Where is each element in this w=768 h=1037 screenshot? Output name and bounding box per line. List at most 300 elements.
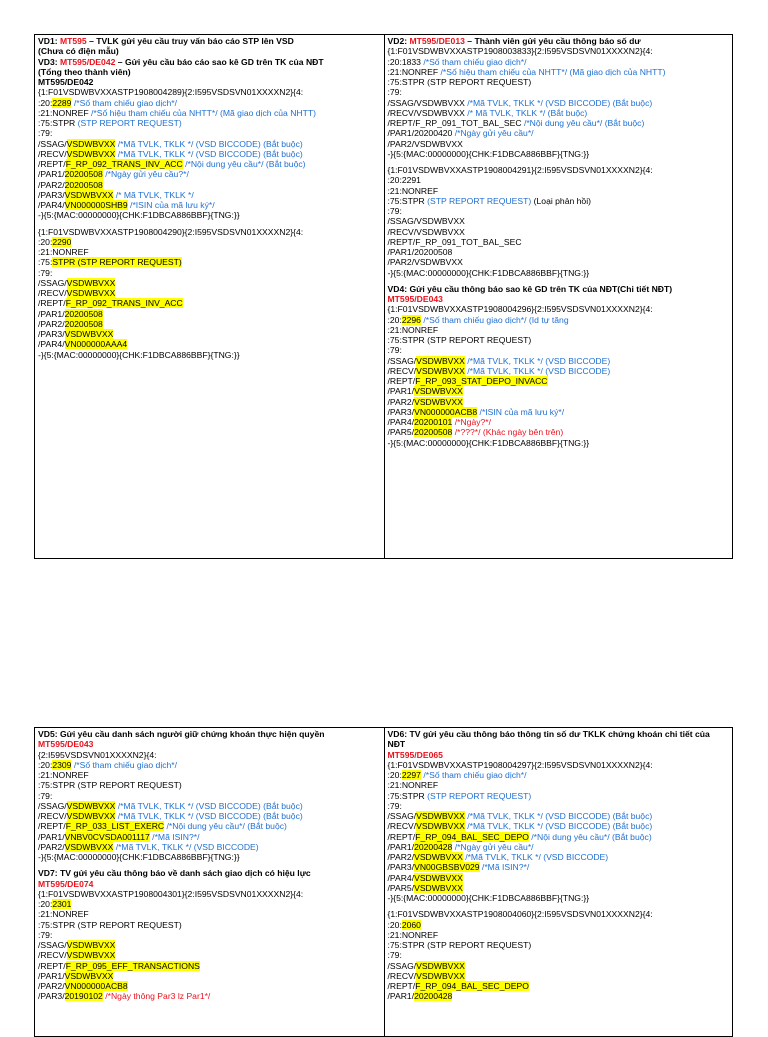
message-line xyxy=(38,940,381,950)
text-segment: VD3: xyxy=(38,56,60,67)
comment-text: /*Số tham chiếu giao dịch*/ xyxy=(420,770,527,780)
highlighted-value: VN00GBSBV029 xyxy=(414,862,480,873)
message-line xyxy=(38,991,381,1001)
text-segment: /PAR2/ xyxy=(387,396,415,407)
message-line xyxy=(388,108,730,118)
message-line xyxy=(388,165,730,175)
text-segment: :75:STPR (STP REPORT REQUEST) xyxy=(387,335,532,345)
highlighted-value: 2060 xyxy=(401,919,421,930)
text-segment: {1:F01VSDWBVXXASTP1908004297}{2:I595VSDSVN01XXXXN2}{4: xyxy=(387,759,653,770)
text-segment: /SSAG/VSDWBVXX xyxy=(387,216,465,227)
text-segment: /PAR5/ xyxy=(387,882,415,893)
text-segment: /REPT/ xyxy=(38,960,66,971)
comment-text: /*Mã TVLK, TKLK */ (VSD BICCODE) (Bắt buộc) xyxy=(467,97,653,108)
message-line xyxy=(38,288,381,298)
message-line xyxy=(388,366,730,376)
highlighted-value: 2289 xyxy=(52,97,72,108)
message-type-code: MT595 xyxy=(59,36,87,46)
highlighted-value: VN000000SHB9 xyxy=(64,200,128,210)
example-heading xyxy=(388,729,730,750)
message-line xyxy=(388,981,730,991)
highlighted-value: VSDWBVXX xyxy=(414,882,463,893)
comment-text: /*Số hiệu tham chiếu của NHTT*/ (Mã giao dịch của NHTT) xyxy=(91,107,316,118)
comment-text: /*Mã TVLK, TKLK */ (VSD BICCODE) (Bắt buộc) xyxy=(115,800,303,811)
text-segment: (Tổng theo thành viên) xyxy=(38,66,131,77)
text-segment: /PAR1/ xyxy=(387,841,415,852)
message-line xyxy=(388,227,730,237)
highlighted-value: 20200508 xyxy=(64,308,103,319)
highlighted-value: VSDWBVXX xyxy=(66,277,116,288)
message-line xyxy=(388,971,730,981)
message-line xyxy=(388,862,730,872)
comment-text: /*Mã ISIN?*/ xyxy=(149,831,200,842)
highlighted-value: F_RP_033_LIST_EXERC xyxy=(65,821,165,832)
text-segment: /RECV/ xyxy=(38,811,67,821)
comment-text: /*ISIN của mã lưu ký*/ xyxy=(477,406,565,417)
message-line xyxy=(38,108,381,118)
text-segment: -}{5:{MAC:00000000}{CHK:F1DBCA886BBF}{TNG:}} xyxy=(387,148,590,159)
text-segment: /SSAG/ xyxy=(38,800,67,811)
comment-text: /*Nội dung yêu cầu*/ (Bắt buộc) xyxy=(182,159,306,169)
text-segment: /REPT/F_RP_091_TOT_BAL_SEC xyxy=(387,118,524,128)
message-line xyxy=(388,770,730,780)
text-segment: /REPT/F_RP_091_TOT_BAL_SEC xyxy=(387,236,522,247)
highlighted-value: VSDWBVXX xyxy=(414,852,463,862)
highlighted-value: VSDWBVXX xyxy=(64,970,114,981)
text-segment: :75:STPR xyxy=(387,195,428,206)
example-heading xyxy=(38,868,381,878)
message-line xyxy=(38,118,381,128)
text-segment: – Thành viên gửi yêu cầu thông báo số dư xyxy=(464,36,641,46)
message-line xyxy=(388,46,730,56)
message-line xyxy=(388,438,730,448)
highlighted-value: VSDWBVXX xyxy=(64,189,114,200)
message-line xyxy=(388,175,730,185)
highlighted-value: F_RP_093_STAT_DEPO_INVACC xyxy=(415,376,548,386)
message-line xyxy=(388,325,730,335)
text-segment: VD5: Gửi yêu cầu danh sách người giữ chứng khoán thực hiện quyền xyxy=(38,729,325,739)
text-segment: /PAR2/ xyxy=(38,179,65,190)
comment-text: /*Nội dung yêu cầu*/ (Bắt buộc) xyxy=(528,831,652,842)
highlighted-value: VN000000AAA4 xyxy=(64,339,128,350)
message-line xyxy=(38,760,381,770)
text-segment: VD1: xyxy=(38,36,60,46)
message-line xyxy=(388,991,730,1001)
comment-text: /*Số tham chiếu giao dịch*/ xyxy=(423,56,527,67)
comment-text: /* Mã TVLK, TKLK */ (Bắt buộc) xyxy=(467,107,588,118)
text-segment: -}{5:{MAC:00000000}{CHK:F1DBCA886BBF}{TNG:}} xyxy=(38,349,240,360)
message-type-code: /*???*/ (Khác ngày bên trên) xyxy=(452,427,564,438)
text-segment: -}{5:{MAC:00000000}{CHK:F1DBCA886BBF}{TNG:}} xyxy=(387,267,590,278)
message-line xyxy=(38,889,381,899)
highlighted-value: VSDWBVXX xyxy=(66,811,116,821)
highlighted-value: VSDWBVXX xyxy=(414,872,463,883)
message-line xyxy=(38,950,381,960)
text-segment: :21:NONREF xyxy=(38,107,92,118)
highlighted-value: F_RP_094_BAL_SEC_DEPO xyxy=(415,981,529,991)
text-segment: /PAR1/ xyxy=(38,831,65,842)
comment-text: /*Mã TVLK, TKLK */ (VSD BICCODE) (Bắt buộc) xyxy=(464,811,653,821)
highlighted-value: VSDWBVXX xyxy=(66,288,116,298)
message-line xyxy=(388,67,730,77)
message-line xyxy=(388,791,730,801)
message-line xyxy=(388,139,730,149)
message-line xyxy=(388,397,730,407)
text-segment: {1:F01VSDWBVXXASTP1908004060}{2:I595VSDSVN01XXXXN2}{4: xyxy=(387,909,653,920)
message-type-code: MT595/DE065 xyxy=(387,749,443,760)
message-line xyxy=(38,801,381,811)
text-segment: :79: xyxy=(387,345,402,356)
message-line xyxy=(388,873,730,883)
message-line xyxy=(38,811,381,821)
message-line xyxy=(38,971,381,981)
message-line xyxy=(38,899,381,909)
example-heading xyxy=(38,879,381,889)
text-segment: :75:STPR xyxy=(38,118,78,128)
highlighted-value: VSDWBVXX xyxy=(416,821,465,832)
message-type-code: MT595/DE042 xyxy=(59,56,116,67)
text-segment: :79: xyxy=(387,950,402,961)
text-segment: {1:F01VSDWBVXXASTP1908003833}{2:I595VSDSVN01XXXXN2}{4: xyxy=(387,46,653,57)
message-line xyxy=(388,237,730,247)
comment-text: /*Nội dung yêu cầu*/ (Bắt buộc) xyxy=(523,118,645,128)
message-type-code: MT595/DE074 xyxy=(38,878,94,889)
comment-text: /*Mã TVLK, TKLK */ (VSD BICCODE) (Bắt buộc) xyxy=(464,821,653,832)
text-segment: :79: xyxy=(387,800,402,811)
example-heading xyxy=(388,750,730,760)
message-type-code: /*Ngày?*/ xyxy=(452,417,492,427)
text-segment: -}{5:{MAC:00000000}{CHK:F1DBCA886BBF}{TNG:}} xyxy=(38,852,240,862)
text-segment: /PAR1/20200420 xyxy=(387,128,455,139)
message-type-code: /*Ngày thông Par3 lz Par1*/ xyxy=(102,991,211,1002)
highlighted-value: F_RP_092_TRANS_INV_ACC xyxy=(65,159,183,169)
highlighted-value: VSDWBVXX xyxy=(66,940,116,950)
text-segment: {1:F01VSDWBVXXASTP1908004291}{2:I595VSDSVN01XXXXN2}{4: xyxy=(387,165,653,175)
text-segment: /PAR1/ xyxy=(38,169,65,180)
text-segment: :79: xyxy=(387,87,402,98)
table-cell-vd5-vd7 xyxy=(35,728,384,1036)
comment-text: (STP REPORT REQUEST) xyxy=(77,118,182,128)
example-heading xyxy=(38,46,381,56)
message-line xyxy=(38,227,381,237)
message-type-code: MT595/DE043 xyxy=(38,739,94,750)
text-segment: :79: xyxy=(38,929,53,940)
comment-text: /*Mã TVLK, TKLK */ (VSD BICCODE) xyxy=(464,355,611,366)
highlighted-value: F_RP_095_EFF_TRANSACTIONS xyxy=(65,960,200,971)
message-type-code: MT595/DE013 xyxy=(409,36,465,46)
text-segment: /PAR5/ xyxy=(387,427,415,438)
highlighted-value: 20200508 xyxy=(64,318,103,329)
message-line xyxy=(38,98,381,108)
text-segment: :20:2291 xyxy=(387,175,421,186)
message-line xyxy=(388,257,730,267)
text-segment: /PAR1/ xyxy=(38,308,65,319)
highlighted-value: VSDWBVXX xyxy=(416,811,465,821)
text-segment: /SSAG/ xyxy=(38,940,67,950)
message-line xyxy=(388,206,730,216)
text-segment: {1:F01VSDWBVXXASTP1908004290}{2:I595VSDSVN01XXXXN2}{4: xyxy=(38,226,304,237)
text-segment: /PAR4/ xyxy=(387,417,415,427)
text-segment: (Loại phản hồi) xyxy=(531,195,591,206)
text-segment: /PAR4/ xyxy=(38,200,65,210)
highlighted-value: VN000000ACB8 xyxy=(64,981,128,991)
highlighted-value: VSDWBVXX xyxy=(64,329,114,339)
text-segment: -}{5:{MAC:00000000}{CHK:F1DBCA886BBF}{TNG:}} xyxy=(387,893,590,903)
example-heading xyxy=(38,67,381,77)
text-segment: :75:STPR (STP REPORT REQUEST) xyxy=(38,919,182,930)
comment-text: /*Số tham chiếu giao dịch*/ xyxy=(71,97,178,108)
message-line xyxy=(38,247,381,257)
text-segment: {1:F01VSDWBVXXASTP1908004296}{2:I595VSDSVN01XXXXN2}{4: xyxy=(387,304,653,315)
message-line xyxy=(38,210,381,220)
examples-table-2 xyxy=(34,727,733,1037)
text-segment: /PAR2/ xyxy=(38,841,65,852)
comment-text: /* Mã TVLK, TKLK */ xyxy=(113,189,194,200)
highlighted-value: 20200428 xyxy=(414,841,453,852)
comment-text: /*Ngày gửi yêu cầu?*/ xyxy=(102,169,189,180)
message-line xyxy=(388,883,730,893)
text-segment: :21:NONREF xyxy=(387,780,439,791)
text-segment: /SSAG/ xyxy=(387,960,417,971)
text-segment: -}{5:{MAC:00000000}{CHK:F1DBCA886BBF}{TNG:}} xyxy=(387,437,590,448)
text-segment: /RECV/ xyxy=(387,970,417,981)
text-segment: :75:STPR xyxy=(387,790,428,801)
message-line xyxy=(38,268,381,278)
message-line xyxy=(38,750,381,760)
highlighted-value: STPR (STP REPORT REQUEST) xyxy=(52,257,182,268)
text-segment: :21:NONREF xyxy=(38,770,89,780)
message-line xyxy=(388,149,730,159)
text-segment: /RECV/VSDWBVXX xyxy=(387,226,465,237)
highlighted-value: VSDWBVXX xyxy=(64,841,114,852)
message-line xyxy=(388,427,730,437)
message-line xyxy=(38,350,381,360)
comment-text: (STP REPORT REQUEST) xyxy=(427,790,532,801)
message-line xyxy=(388,216,730,226)
text-segment: :21:NONREF xyxy=(387,66,441,77)
message-line xyxy=(388,407,730,417)
highlighted-value: VSDWBVXX xyxy=(66,138,116,149)
text-segment: /PAR1/ xyxy=(387,991,415,1002)
message-line xyxy=(388,961,730,971)
message-line xyxy=(388,852,730,862)
text-segment: /PAR4/ xyxy=(387,872,415,883)
highlighted-value: VSDWBVXX xyxy=(66,950,116,961)
text-segment: /PAR4/ xyxy=(38,339,65,350)
comment-text: /*Số tham chiếu giao dịch*/ xyxy=(71,759,178,770)
highlighted-value: VSDWBVXX xyxy=(416,355,465,366)
comment-text: /*Số hiệu tham chiếu của NHTT*/ (Mã giao dịch của NHTT) xyxy=(440,66,666,77)
comment-text: /*Nội dung yêu cầu*/ (Bắt buộc) xyxy=(164,821,287,832)
highlighted-value: VN000000ACB8 xyxy=(414,406,478,417)
text-segment: :21:NONREF xyxy=(387,929,439,940)
example-heading xyxy=(388,294,730,304)
highlighted-value: 20200428 xyxy=(414,991,453,1002)
text-segment: :21:NONREF xyxy=(38,909,89,920)
comment-text: /*Ngày gửi yêu cầu*/ xyxy=(454,128,534,139)
highlighted-value: F_RP_094_BAL_SEC_DEPO xyxy=(415,831,529,842)
example-heading xyxy=(38,57,381,67)
message-line xyxy=(388,315,730,325)
message-line xyxy=(388,118,730,128)
text-segment: /PAR3/ xyxy=(38,329,65,339)
text-segment: /PAR2/ xyxy=(387,852,415,862)
highlighted-value: 20200101 xyxy=(414,417,453,427)
text-segment: /REPT/ xyxy=(387,981,416,991)
message-line xyxy=(388,196,730,206)
text-segment: /REPT/ xyxy=(38,298,66,309)
message-line xyxy=(388,57,730,67)
highlighted-value: VSDWBVXX xyxy=(416,365,465,376)
text-segment: /SSAG/VSDWBVXX xyxy=(387,97,468,108)
example-heading xyxy=(38,729,381,739)
message-line xyxy=(38,87,381,97)
message-type-code: MT595/DE043 xyxy=(387,294,443,304)
comment-text: /*Mã TVLK, TKLK */ (VSD BICCODE) (Bắt buộc) xyxy=(115,138,303,149)
highlighted-value: 2309 xyxy=(52,759,72,770)
message-line xyxy=(38,159,381,169)
highlighted-value: 20200508 xyxy=(414,427,453,438)
message-line xyxy=(388,376,730,386)
highlighted-value: VSDWBVXX xyxy=(416,960,465,971)
comment-text: /*Mã TVLK, TKLK */ (VSD BICCODE) xyxy=(462,852,609,862)
message-line xyxy=(388,335,730,345)
text-segment: :20: xyxy=(387,770,402,780)
highlighted-value: F_RP_092_TRANS_INV_ACC xyxy=(65,298,183,309)
message-line xyxy=(388,780,730,790)
comment-text: /*Mã TVLK, TKLK */ (VSD BICCODE) (Bắt buộc) xyxy=(115,811,303,821)
message-line xyxy=(38,770,381,780)
text-segment: VD4: Gửi yêu cầu thông báo sao kê GD trên TK của NĐT(Chi tiết NĐT) xyxy=(387,283,673,294)
text-segment: /REPT/ xyxy=(387,831,416,842)
text-segment: /PAR3/ xyxy=(38,991,65,1002)
text-segment: /RECV/ xyxy=(38,950,67,961)
text-segment: :20: xyxy=(38,97,53,108)
comment-text: /*Số tham chiếu giao dịch*/ (Id tự tăng xyxy=(420,314,569,325)
comment-text: (STP REPORT REQUEST) xyxy=(427,195,532,206)
text-segment: :20: xyxy=(38,899,53,909)
comment-text: /*Ngày gửi yêu cầu*/ xyxy=(452,841,534,852)
message-line xyxy=(388,186,730,196)
text-segment: /SSAG/ xyxy=(38,277,67,288)
comment-text: /*Mã TVLK, TKLK */ (VSD BICCODE) (Bắt buộc) xyxy=(115,148,303,159)
message-line xyxy=(388,87,730,97)
message-line xyxy=(38,149,381,159)
message-line xyxy=(38,278,381,288)
text-segment: /PAR1/20200508 xyxy=(387,247,453,257)
message-line xyxy=(388,920,730,930)
text-segment: :75:STPR (STP REPORT REQUEST) xyxy=(387,940,532,950)
message-line xyxy=(38,180,381,190)
message-line xyxy=(388,386,730,396)
example-heading xyxy=(38,739,381,749)
highlighted-value: VSDWBVXX xyxy=(66,148,116,159)
message-line xyxy=(388,940,730,950)
highlighted-value: 2301 xyxy=(52,899,72,909)
message-line xyxy=(388,909,730,919)
message-line xyxy=(38,930,381,940)
text-segment: /PAR2/ xyxy=(38,981,65,991)
table-cell-vd6 xyxy=(384,728,733,1036)
highlighted-value: 2296 xyxy=(401,314,421,325)
message-line xyxy=(38,852,381,862)
text-segment: /REPT/ xyxy=(38,159,66,169)
message-line xyxy=(388,345,730,355)
message-line xyxy=(38,257,381,267)
text-segment: /REPT/ xyxy=(38,821,66,832)
message-line xyxy=(38,780,381,790)
message-line xyxy=(38,169,381,179)
text-segment: /PAR3/ xyxy=(38,189,65,200)
text-segment: :20: xyxy=(38,759,53,770)
message-line xyxy=(388,842,730,852)
highlighted-value: VNBV0CVSDA001117 xyxy=(64,831,150,842)
message-line xyxy=(38,128,381,138)
highlighted-value: VSDWBVXX xyxy=(414,386,463,397)
message-line xyxy=(388,893,730,903)
comment-text: /*ISIN của mã lưu ký*/ xyxy=(127,200,215,210)
message-line xyxy=(38,139,381,149)
message-line xyxy=(388,247,730,257)
text-segment: :75:STPR (STP REPORT REQUEST) xyxy=(38,780,182,791)
text-segment: /RECV/ xyxy=(387,821,417,832)
highlighted-value: VSDWBVXX xyxy=(414,396,463,407)
message-line xyxy=(38,832,381,842)
comment-text: /*Mã TVLK, TKLK */ (VSD BICCODE) xyxy=(113,841,259,852)
message-line xyxy=(38,981,381,991)
example-heading xyxy=(38,36,381,46)
message-line xyxy=(38,298,381,308)
text-segment: :75:STPR (STP REPORT REQUEST) xyxy=(387,77,532,87)
text-segment: :75: xyxy=(38,257,53,268)
text-segment: {2:I595VSDSVN01XXXXN2}{4: xyxy=(38,749,157,760)
highlighted-value: VSDWBVXX xyxy=(416,970,465,981)
message-line xyxy=(38,237,381,247)
message-line xyxy=(38,791,381,801)
text-segment: /PAR2/VSDWBVXX xyxy=(387,257,463,268)
message-line xyxy=(388,128,730,138)
highlighted-value: 20200508 xyxy=(64,179,103,190)
highlighted-value: VSDWBVXX xyxy=(66,800,116,811)
message-line xyxy=(38,842,381,852)
table-cell-vd1-vd3 xyxy=(35,35,384,558)
text-segment: VD7: TV gửi yêu cầu thông báo về danh sách giao dịch có hiệu lực xyxy=(38,868,311,879)
text-segment: :79: xyxy=(38,128,53,139)
message-line xyxy=(38,339,381,349)
comment-text: /*Mã TVLK, TKLK */ (VSD BICCODE) xyxy=(464,365,611,376)
text-segment: /PAR3/ xyxy=(387,406,415,417)
text-segment: – Gửi yêu cầu báo cáo sao kê GD trên TK của NĐT xyxy=(115,56,324,67)
example-heading xyxy=(388,36,730,46)
text-segment: /RECV/ xyxy=(38,148,67,159)
message-line xyxy=(38,329,381,339)
message-line xyxy=(388,304,730,314)
text-segment: :20: xyxy=(387,314,402,325)
text-segment: :20:1833 xyxy=(387,56,424,67)
message-line xyxy=(388,832,730,842)
message-line xyxy=(38,909,381,919)
text-segment: /PAR2/ xyxy=(38,318,65,329)
text-segment: :79: xyxy=(387,206,402,216)
message-line xyxy=(38,920,381,930)
text-segment: {1:F01VSDWBVXXASTP1908004301}{2:I595VSDSVN01XXXXN2}{4: xyxy=(38,888,304,899)
text-segment: {1:F01VSDWBVXXASTP1908004289}{2:I595VSDSVN01XXXXN2}{4: xyxy=(38,87,304,98)
message-line xyxy=(388,801,730,811)
message-line xyxy=(388,356,730,366)
text-segment: /SSAG/ xyxy=(38,138,67,149)
message-line xyxy=(388,77,730,87)
text-segment: (Chưa có điện mẫu) xyxy=(38,46,119,57)
